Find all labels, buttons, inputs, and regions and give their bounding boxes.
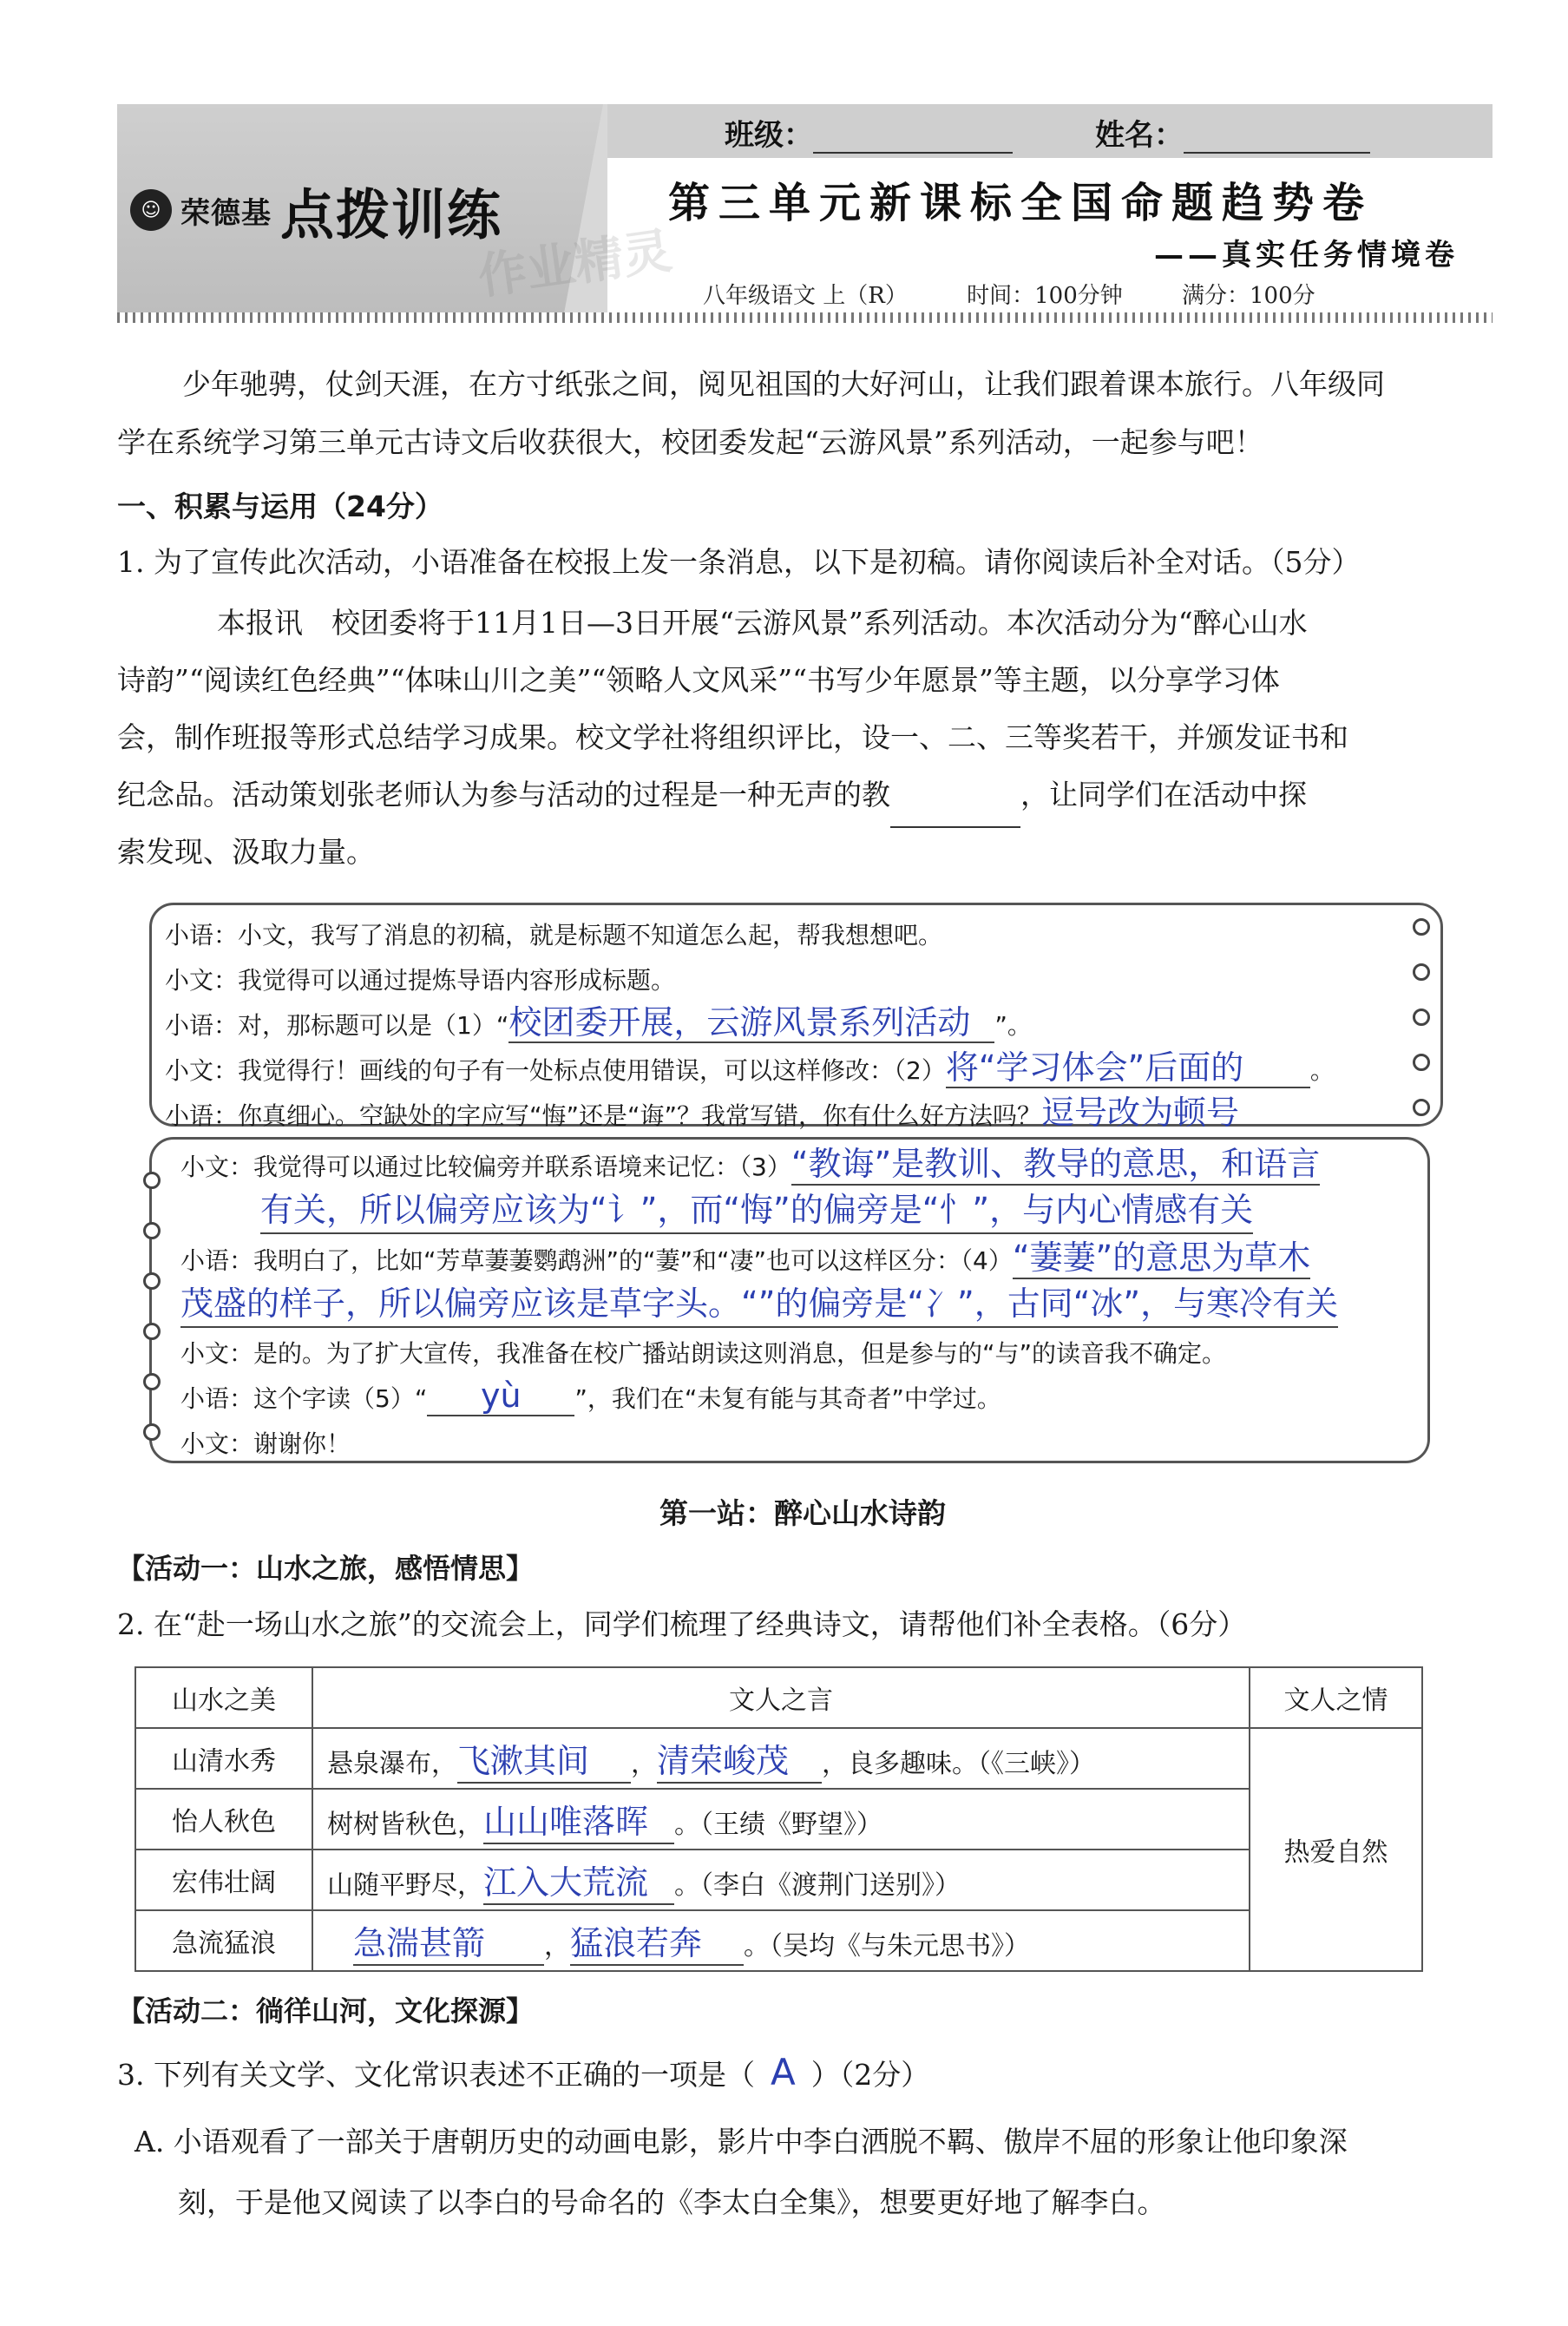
- dialog2-line-6-a: 小语：这个字读（5）“: [180, 1384, 428, 1413]
- binder-ring-icon: [1413, 1009, 1430, 1026]
- dialog-box-2-rings: [143, 1172, 161, 1441]
- table-header: 山水之美: [135, 1667, 312, 1728]
- binder-ring-icon: [143, 1272, 161, 1290]
- binder-ring-icon: [143, 1172, 161, 1189]
- q3-option-a-line-1: A. 小语观看了一部关于唐朝历史的动画电影，影片中李白洒脱不羁、傲岸不屈的形象让他印象深: [134, 2125, 1348, 2158]
- dialog1-line-4-b: 。: [1309, 1056, 1335, 1085]
- binder-ring-icon: [143, 1222, 161, 1239]
- binder-ring-icon: [1413, 1099, 1430, 1116]
- q1-news-line-4: [117, 762, 1307, 828]
- q1-news-line-1: 本报讯 校团委将于11月1日—3日开展“云游风景”系列活动。本次活动分为“醉心山水: [217, 606, 1308, 640]
- quote-pre: 悬泉瀑布，: [327, 1748, 457, 1779]
- dialog2-line-6: [180, 1377, 1001, 1422]
- header-dotted-rule: [117, 312, 1493, 323]
- answer-radical-1a[interactable]: “教诲”是教训、教导的意思，和语言: [791, 1144, 1320, 1186]
- quote-mid: ，: [631, 1748, 657, 1779]
- table-cell-quote: [312, 1910, 1250, 1971]
- table-row: [135, 1789, 1422, 1850]
- page-subtitle: ——真实任务情境卷: [1154, 238, 1459, 273]
- answer-blank[interactable]: 急湍甚箭: [353, 1916, 544, 1966]
- table-row: [135, 1910, 1422, 1971]
- table-cell-beauty: 急流猛浪: [135, 1910, 312, 1971]
- dialog2-line-1-a: 小文：我觉得可以通过比较偏旁并联系语境来记忆：（3）: [180, 1153, 791, 1181]
- dialog1-line-3-b: ”。: [994, 1011, 1032, 1040]
- q3-answer[interactable]: A: [770, 2051, 796, 2093]
- table-cell-beauty: 宏伟壮阔: [135, 1850, 312, 1910]
- q1-news-line-5: 索发现、汲取力量。: [117, 835, 375, 869]
- q2-stem: 2. 在“赴一场山水之旅”的交流会上，同学们梳理了经典诗文，请帮他们补全表格。（6分）: [117, 1607, 1247, 1641]
- exam-meta: [703, 278, 1368, 310]
- answer-blank[interactable]: 江入大荒流: [483, 1856, 674, 1905]
- answer-blank[interactable]: 飞漱其间: [457, 1734, 631, 1784]
- section-heading-1: 一、积累与运用（24分）: [117, 490, 443, 523]
- dialog2-line-3-a: 小语：我明白了，比如“芳草萋萋鹦鹉洲”的“萋”和“凄”也可以这样区分：（4）: [180, 1246, 1013, 1275]
- answer-radical-1b[interactable]: 有关，所以偏旁应该为“讠”，而“悔”的偏旁是“忄”，与内心情感有关: [260, 1187, 1253, 1234]
- time-label: 时间：100分钟: [967, 283, 1123, 309]
- quote-post: 。（王绩《野望》）: [674, 1809, 882, 1840]
- answer-punctuation-fix-1[interactable]: 将“学习体会”后面的: [946, 1048, 1310, 1088]
- binder-ring-icon: [1413, 1054, 1430, 1071]
- grade-label: 八年级语文 上（R）: [703, 283, 908, 309]
- intro-line-2: 学在系统学习第三单元古诗文后收获很大，校团委发起“云游风景”系列活动，一起参与吧！: [117, 425, 1263, 459]
- binder-ring-icon: [143, 1373, 161, 1390]
- dialog2-line-7: 小文：谢谢你！: [180, 1429, 351, 1458]
- answer-pronunciation[interactable]: yù: [427, 1377, 574, 1416]
- dialog1-line-5: [165, 1090, 1239, 1139]
- q3-stem-a: 3. 下列有关文学、文化常识表述不正确的一项是（: [117, 2058, 755, 2092]
- table-header: 文人之言: [312, 1667, 1250, 1728]
- quote-post: ，良多趣味。（《三峡》）: [822, 1748, 1095, 1779]
- station-heading: 第一站：醉心山水诗韵: [659, 1496, 946, 1530]
- page-title: 第三单元新课标全国命题趋势卷: [668, 179, 1374, 227]
- binder-ring-icon: [143, 1423, 161, 1441]
- quote-pre: 树树皆秋色，: [327, 1809, 483, 1840]
- class-field[interactable]: [725, 111, 1013, 154]
- dialog1-line-3: [165, 1003, 1032, 1048]
- dialog2-line-6-b: ”，我们在“未复有能与其奇者”中学过。: [574, 1384, 1001, 1413]
- dialog1-line-5-a: 小语：你真细心。空缺处的字应写“悔”还是“诲”？我常写错，你有什么好方法吗？: [165, 1101, 1042, 1130]
- name-blank[interactable]: [1184, 121, 1370, 154]
- answer-punctuation-fix-2[interactable]: 逗号改为顿号: [1041, 1094, 1240, 1132]
- q1-news-line-4-b: ，让同学们在活动中探: [1020, 778, 1307, 811]
- q3-stem: [117, 2040, 929, 2108]
- q1-news-line-4-a: 纪念品。活动策划张老师认为参与活动的过程是一种无声的教: [117, 778, 890, 811]
- table-cell-beauty: 山清水秀: [135, 1728, 312, 1789]
- table-cell-quote: [312, 1728, 1250, 1789]
- poetry-table: [134, 1666, 1423, 1972]
- activity-1-heading: 【活动一：山水之旅，感悟情思】: [117, 1552, 535, 1585]
- brand-name: 荣德基: [180, 195, 272, 231]
- dialog2-line-1: [180, 1144, 1320, 1190]
- table-header-row: [135, 1667, 1422, 1728]
- table-header: 文人之情: [1250, 1667, 1422, 1728]
- class-blank[interactable]: [813, 121, 1013, 154]
- intro-line-1: 少年驰骋，仗剑天涯，在方寸纸张之间，阅见祖国的大好河山，让我们跟着课本旅行。八年级同: [182, 367, 1385, 401]
- answer-radical-2a[interactable]: “萋萋”的意思为草木: [1013, 1238, 1310, 1279]
- quote-pre: 山随平野尽，: [327, 1869, 483, 1901]
- table-cell-feeling: 热爱自然: [1250, 1728, 1422, 1971]
- class-label: 班级：: [725, 118, 813, 153]
- score-label: 满分：100分: [1182, 283, 1315, 309]
- brand-face-icon: ☺: [130, 189, 172, 231]
- q1-stem: 1. 为了宣传此次活动，小语准备在校报上发一条消息，以下是初稿。请你阅读后补全对话。（5分）: [117, 545, 1361, 579]
- dialog1-line-1: 小语：小文，我写了消息的初稿，就是标题不知道怎么起，帮我想想吧。: [165, 921, 943, 949]
- name-field[interactable]: [1095, 111, 1370, 154]
- dialog1-line-2: 小文：我觉得可以通过提炼导语内容形成标题。: [165, 966, 676, 995]
- binder-ring-icon: [1413, 963, 1430, 981]
- name-label: 姓名：: [1095, 118, 1184, 153]
- q1-news-line-3: 会，制作班报等形式总结学习成果。校文学社将组织评比，设一、二、三等奖若干，并颁发证书和: [117, 720, 1348, 754]
- activity-2-heading: 【活动二：徜徉山河，文化探源】: [117, 1994, 535, 2027]
- answer-blank[interactable]: 猛浪若奔: [570, 1916, 744, 1966]
- dialog1-line-4: [165, 1048, 1335, 1094]
- table-cell-quote: [312, 1850, 1250, 1910]
- dialog1-line-4-a: 小文：我觉得行！画线的句子有一处标点使用错误，可以这样修改：（2）: [165, 1056, 946, 1085]
- q1-news-line-2: 诗韵”“阅读红色经典”“体味山川之美”“领略人文风采”“书写少年愿景”等主题，以分享学习体: [117, 663, 1280, 697]
- quote-post: 。（吴均《与朱元思书》）: [744, 1930, 1030, 1961]
- q3-option-a-line-2: 刻，于是他又阅读了以李白的号命名的《李太白全集》，想要更好地了解李白。: [178, 2185, 1166, 2219]
- binder-ring-icon: [1413, 918, 1430, 936]
- quote-post: 。（李白《渡荆门送别》）: [674, 1869, 961, 1901]
- quote-mid: ，: [544, 1930, 570, 1961]
- dialog2-line-5: 小文：是的。为了扩大宣传，我准备在校广播站朗读这则消息，但是参与的“与”的读音我不确定。: [180, 1339, 1227, 1368]
- answer-blank[interactable]: 清荣峻茂: [657, 1734, 822, 1784]
- answer-radical-2b[interactable]: 茂盛的样子，所以偏旁应该是草字头。“”的偏旁是“冫”，古同“冰”，与寒冷有关: [180, 1281, 1338, 1328]
- binder-ring-icon: [143, 1323, 161, 1340]
- table-row: [135, 1850, 1422, 1910]
- table-cell-quote: [312, 1789, 1250, 1850]
- answer-blank[interactable]: 山山唯落晖: [483, 1795, 674, 1844]
- answer-headline[interactable]: 校团委开展，云游风景系列活动: [508, 1003, 994, 1043]
- table-row: [135, 1728, 1422, 1789]
- q1-blank-teach[interactable]: [890, 788, 1020, 828]
- dialog2-line-3: [180, 1238, 1310, 1284]
- series-name: 点拨训练: [280, 182, 503, 246]
- table-cell-beauty: 怡人秋色: [135, 1789, 312, 1850]
- dialog-box-1-rings: [1413, 918, 1430, 1116]
- watermark: 作业精灵: [475, 222, 676, 306]
- q3-stem-b: ）（2分）: [810, 2058, 930, 2092]
- dialog1-line-3-a: 小语：对，那标题可以是（1）“: [165, 1011, 509, 1040]
